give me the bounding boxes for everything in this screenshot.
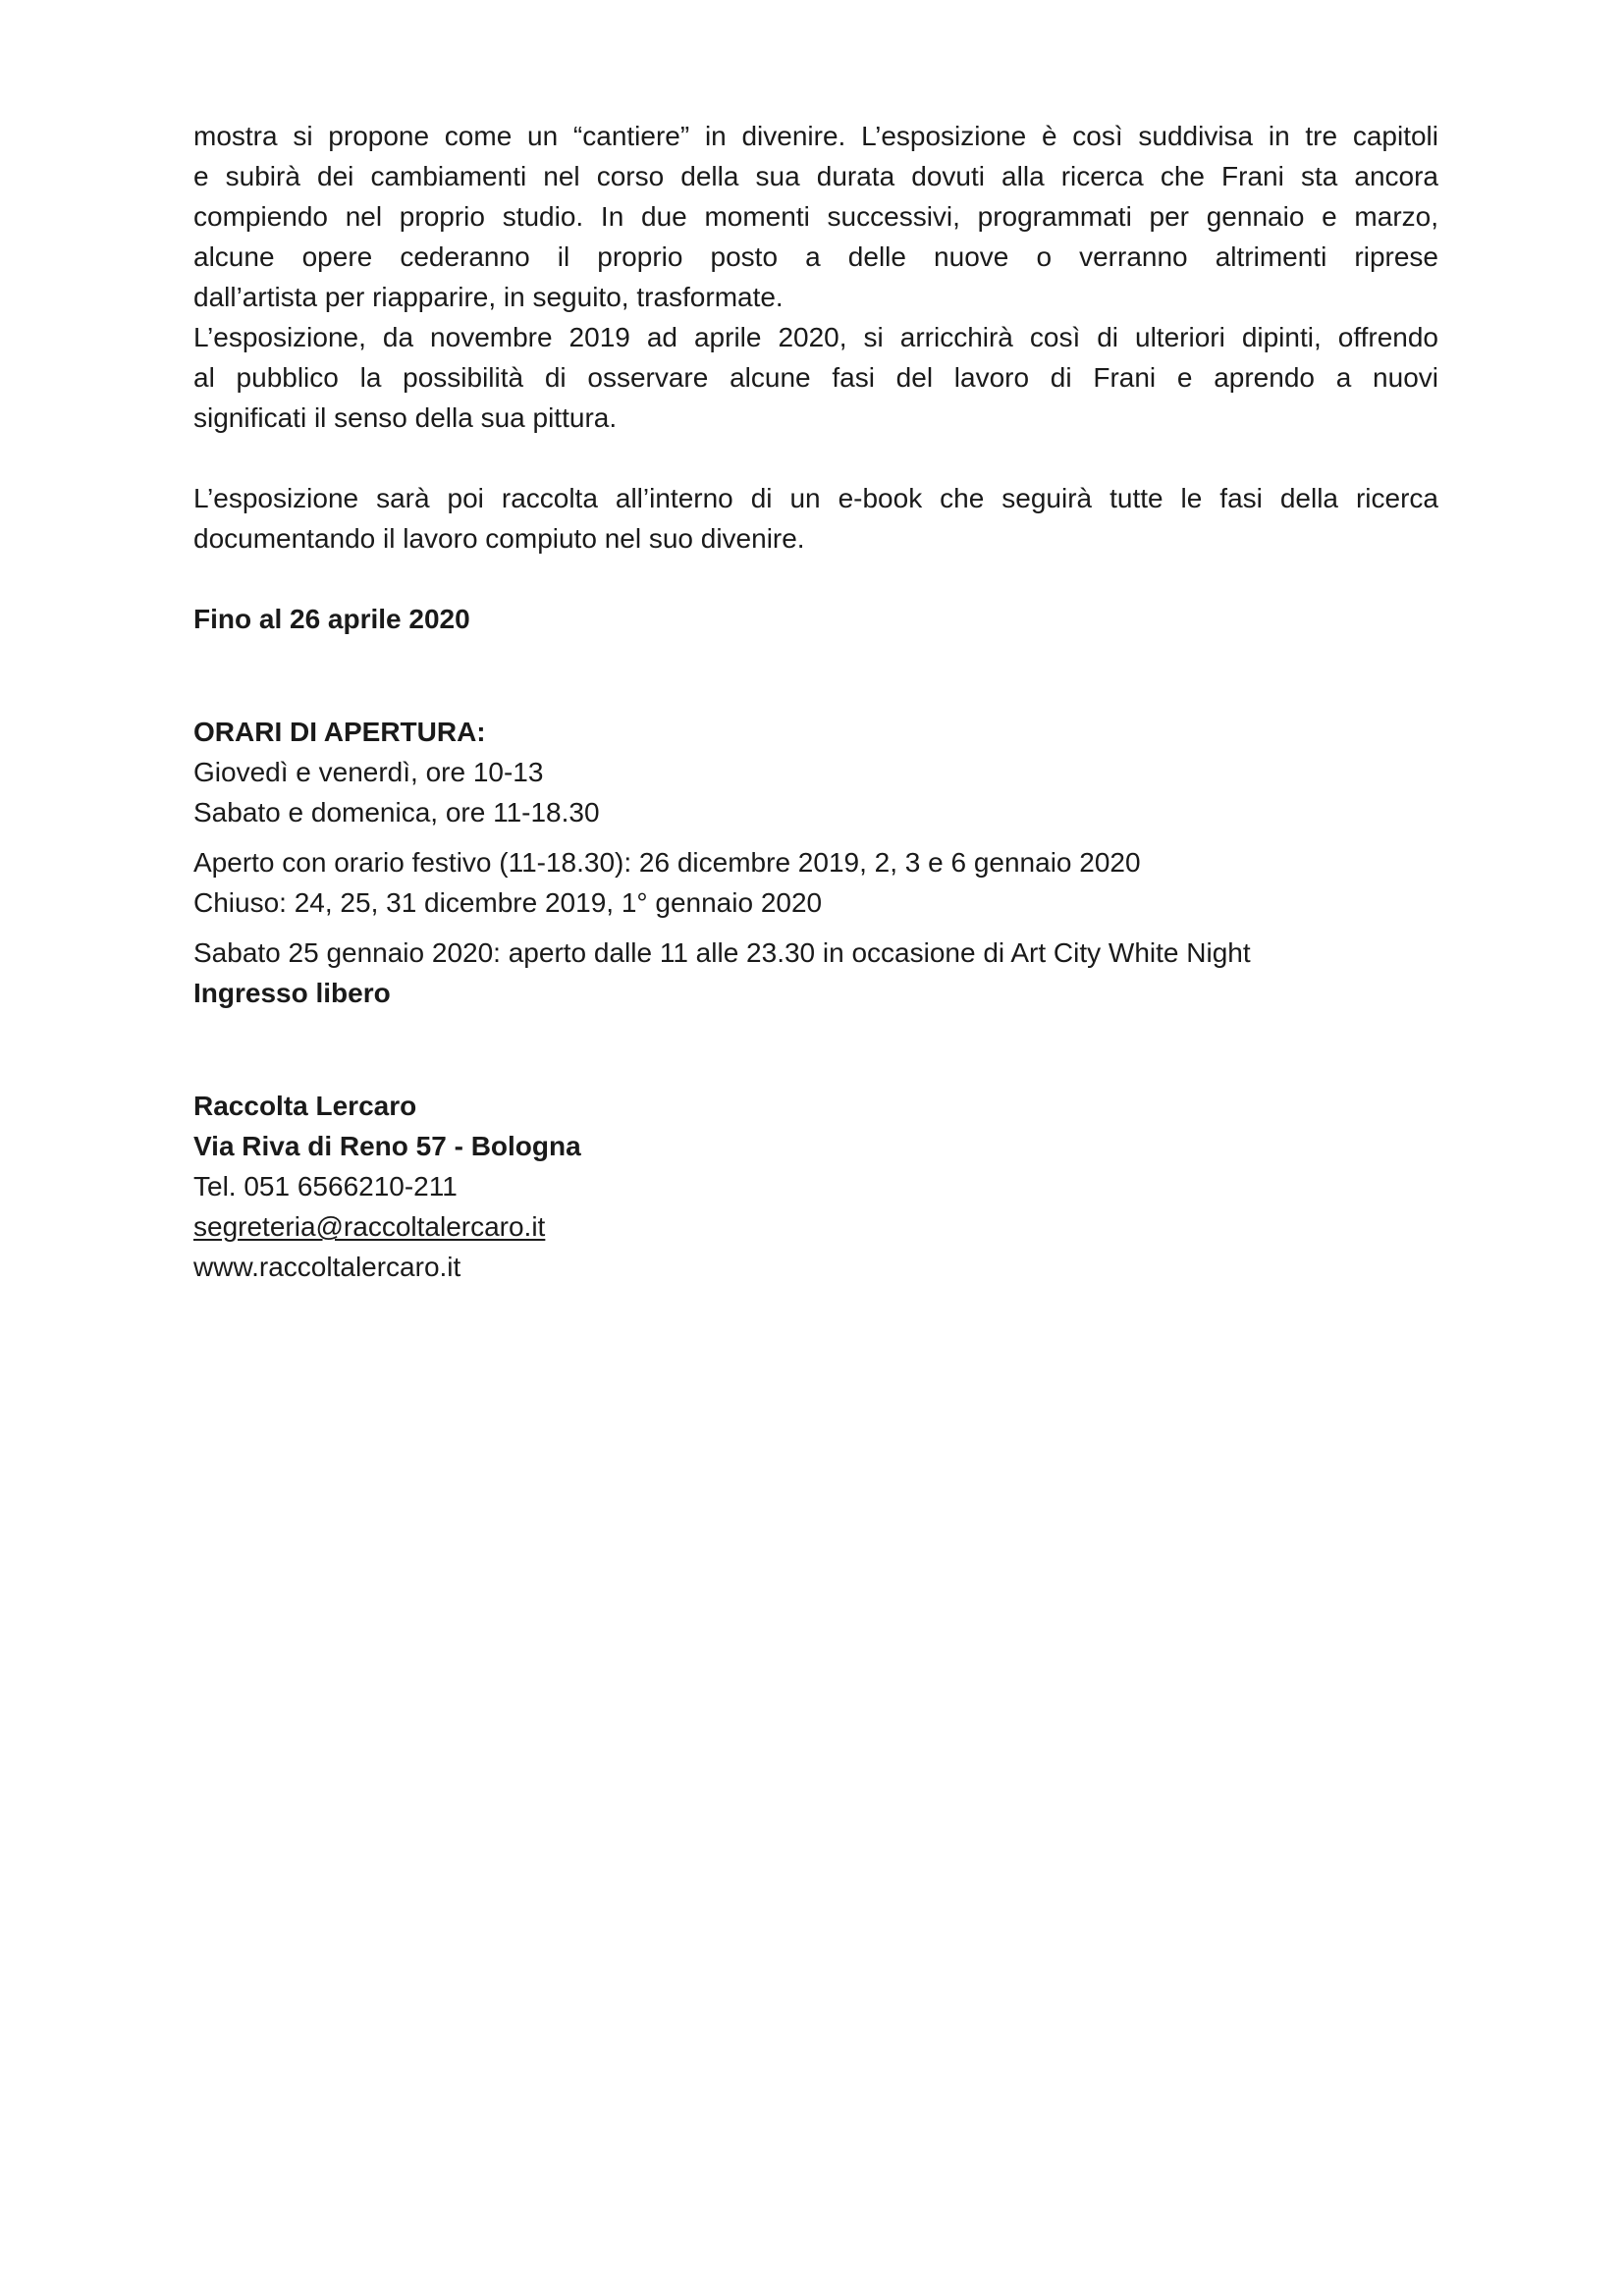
intro-paragraph-1	[193, 116, 1438, 317]
exhibition-end-date: Fino al 26 aprile 2020	[193, 604, 470, 634]
hours-weekdays: Giovedì e venerdì, ore 10-13	[193, 757, 544, 787]
intro-paragraph-2	[193, 317, 1438, 438]
opening-hours	[193, 712, 1438, 1013]
paragraph-line: alcune opere cederanno il proprio posto a delle nuove o verranno altrimenti riprese	[193, 241, 1438, 272]
contact-block	[193, 1086, 1438, 1287]
paragraph-line: mostra si propone come un “cantiere” in divenire. L’esposizione è così suddivisa in tre capitoli	[193, 121, 1438, 151]
paragraph-line: al pubblico la possibilità di osservare alcune fasi del lavoro di Frani e aprendo a nuovi	[193, 362, 1438, 393]
entry-info: Ingresso libero	[193, 978, 391, 1008]
hours-weekend: Sabato e domenica, ore 11-18.30	[193, 797, 600, 828]
paragraph-line: significati il senso della sua pittura.	[193, 402, 618, 433]
opening-hours-heading: ORARI DI APERTURA:	[193, 717, 486, 747]
paragraph-line: documentando il lavoro compiuto nel suo divenire.	[193, 523, 805, 554]
contact-address: Via Riva di Reno 57 - Bologna	[193, 1131, 581, 1161]
contact-email-link[interactable]: segreteria@raccoltalercaro.it	[193, 1211, 546, 1242]
contact-website[interactable]: www.raccoltalercaro.it	[193, 1252, 461, 1282]
paragraph-line: dall’artista per riapparire, in seguito, trasformate.	[193, 282, 784, 312]
paragraph-line: compiendo nel proprio studio. In due momenti successivi, programmati per gennaio e marzo,	[193, 201, 1438, 232]
document-page	[193, 116, 1438, 1287]
contact-phone: Tel. 051 6566210-211	[193, 1171, 458, 1201]
hours-white-night: Sabato 25 gennaio 2020: aperto dalle 11 alle 23.30 in occasione di Art City White Night	[193, 937, 1251, 968]
hours-holiday-open: Aperto con orario festivo (11-18.30): 26 dicembre 2019, 2, 3 e 6 gennaio 2020	[193, 847, 1141, 878]
intro-paragraph-3	[193, 478, 1438, 559]
paragraph-line: L’esposizione sarà poi raccolta all’interno di un e-book che seguirà tutte le fasi della ricerca	[193, 483, 1438, 513]
paragraph-line: e subirà dei cambiamenti nel corso della sua durata dovuti alla ricerca che Frani sta ancora	[193, 161, 1438, 191]
hours-closed: Chiuso: 24, 25, 31 dicembre 2019, 1° gennaio 2020	[193, 887, 823, 918]
contact-name: Raccolta Lercaro	[193, 1091, 417, 1121]
paragraph-line: L’esposizione, da novembre 2019 ad aprile 2020, si arricchirà così di ulteriori dipinti, offrendo	[193, 322, 1438, 352]
